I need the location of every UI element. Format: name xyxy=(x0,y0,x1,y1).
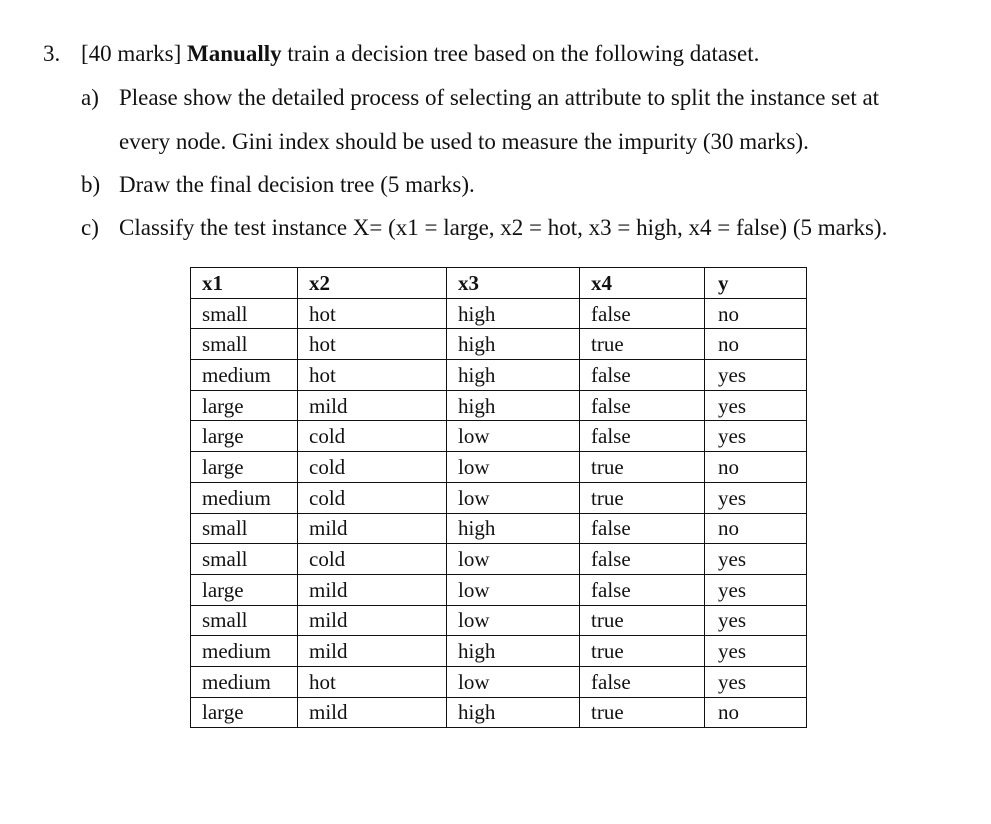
cell-x3: low xyxy=(447,452,580,483)
cell-x3: low xyxy=(447,421,580,452)
table-row xyxy=(191,452,807,483)
header-x1: x1 xyxy=(191,268,298,299)
question-number: 3. xyxy=(43,41,61,66)
dataset-table xyxy=(190,267,807,728)
cell-x4: true xyxy=(580,605,705,636)
cell-x2: mild xyxy=(298,574,447,605)
cell-x4: false xyxy=(580,574,705,605)
cell-x2: mild xyxy=(298,697,447,728)
part-a xyxy=(0,84,991,112)
cell-x1: medium xyxy=(191,360,298,391)
cell-x2: cold xyxy=(298,482,447,513)
table-header-row xyxy=(191,268,807,299)
cell-y: yes xyxy=(705,574,807,605)
cell-x2: mild xyxy=(298,513,447,544)
table-row xyxy=(191,298,807,329)
table-row xyxy=(191,329,807,360)
cell-x4: false xyxy=(580,298,705,329)
part-c xyxy=(0,214,991,242)
cell-y: no xyxy=(705,298,807,329)
cell-x4: false xyxy=(580,421,705,452)
cell-x3: high xyxy=(447,390,580,421)
cell-x4: false xyxy=(580,544,705,575)
cell-x2: hot xyxy=(298,329,447,360)
cell-y: yes xyxy=(705,421,807,452)
question-header xyxy=(0,40,991,68)
cell-x1: small xyxy=(191,513,298,544)
question-marks: [40 marks] xyxy=(81,41,182,66)
cell-x3: low xyxy=(447,666,580,697)
cell-x2: hot xyxy=(298,666,447,697)
cell-x3: high xyxy=(447,298,580,329)
table-row xyxy=(191,636,807,667)
cell-y: yes xyxy=(705,636,807,667)
table-row xyxy=(191,421,807,452)
cell-x2: hot xyxy=(298,360,447,391)
cell-y: no xyxy=(705,697,807,728)
cell-x4: true xyxy=(580,697,705,728)
cell-x3: low xyxy=(447,605,580,636)
cell-x1: medium xyxy=(191,636,298,667)
cell-x4: true xyxy=(580,636,705,667)
table-row xyxy=(191,666,807,697)
table-row xyxy=(191,605,807,636)
cell-x2: hot xyxy=(298,298,447,329)
cell-x4: false xyxy=(580,390,705,421)
part-b xyxy=(0,171,991,199)
table-row xyxy=(191,697,807,728)
cell-y: no xyxy=(705,513,807,544)
table-row xyxy=(191,574,807,605)
cell-x2: cold xyxy=(298,544,447,575)
cell-x4: true xyxy=(580,452,705,483)
cell-y: yes xyxy=(705,605,807,636)
cell-x2: cold xyxy=(298,421,447,452)
cell-y: no xyxy=(705,329,807,360)
cell-x3: high xyxy=(447,636,580,667)
cell-x1: large xyxy=(191,421,298,452)
cell-x1: medium xyxy=(191,482,298,513)
cell-x1: small xyxy=(191,605,298,636)
cell-x1: large xyxy=(191,574,298,605)
cell-y: yes xyxy=(705,360,807,391)
header-x4: x4 xyxy=(580,268,705,299)
cell-x4: true xyxy=(580,482,705,513)
table-row xyxy=(191,482,807,513)
cell-x1: large xyxy=(191,390,298,421)
table-row xyxy=(191,544,807,575)
cell-x4: false xyxy=(580,513,705,544)
question-rest: train a decision tree based on the following dataset. xyxy=(287,41,760,66)
cell-x3: low xyxy=(447,482,580,513)
table-body xyxy=(191,298,807,728)
part-a-label: a) xyxy=(81,85,99,110)
cell-x3: low xyxy=(447,574,580,605)
cell-x2: mild xyxy=(298,390,447,421)
question-text xyxy=(81,40,759,68)
cell-x2: mild xyxy=(298,636,447,667)
cell-x3: high xyxy=(447,697,580,728)
cell-x1: small xyxy=(191,544,298,575)
cell-x1: medium xyxy=(191,666,298,697)
cell-x3: high xyxy=(447,513,580,544)
table-row xyxy=(191,390,807,421)
cell-y: yes xyxy=(705,666,807,697)
cell-y: yes xyxy=(705,482,807,513)
part-a-continued xyxy=(0,128,991,156)
table-row xyxy=(191,360,807,391)
header-y: y xyxy=(705,268,807,299)
header-x2: x2 xyxy=(298,268,447,299)
cell-x4: true xyxy=(580,329,705,360)
cell-x4: false xyxy=(580,360,705,391)
part-a-line-2: every node. Gini index should be used to measure the impurity (30 marks). xyxy=(119,129,809,154)
cell-x2: cold xyxy=(298,452,447,483)
cell-x1: large xyxy=(191,452,298,483)
cell-x3: high xyxy=(447,360,580,391)
cell-y: yes xyxy=(705,390,807,421)
part-c-line-1: Classify the test instance X= (x1 = large, x2 = hot, x3 = high, x4 = false) (5 marks). xyxy=(119,215,888,240)
part-c-label: c) xyxy=(81,215,99,240)
cell-x4: false xyxy=(580,666,705,697)
cell-y: no xyxy=(705,452,807,483)
cell-x3: low xyxy=(447,544,580,575)
part-b-label: b) xyxy=(81,172,101,197)
cell-y: yes xyxy=(705,544,807,575)
part-a-line-1: Please show the detailed process of selecting an attribute to split the instance set at xyxy=(119,85,880,110)
cell-x1: large xyxy=(191,697,298,728)
question-emphasis: Manually xyxy=(187,41,282,66)
cell-x1: small xyxy=(191,329,298,360)
table-row xyxy=(191,513,807,544)
part-b-line-1: Draw the final decision tree (5 marks). xyxy=(119,172,475,197)
cell-x2: mild xyxy=(298,605,447,636)
cell-x1: small xyxy=(191,298,298,329)
cell-x3: high xyxy=(447,329,580,360)
header-x3: x3 xyxy=(447,268,580,299)
